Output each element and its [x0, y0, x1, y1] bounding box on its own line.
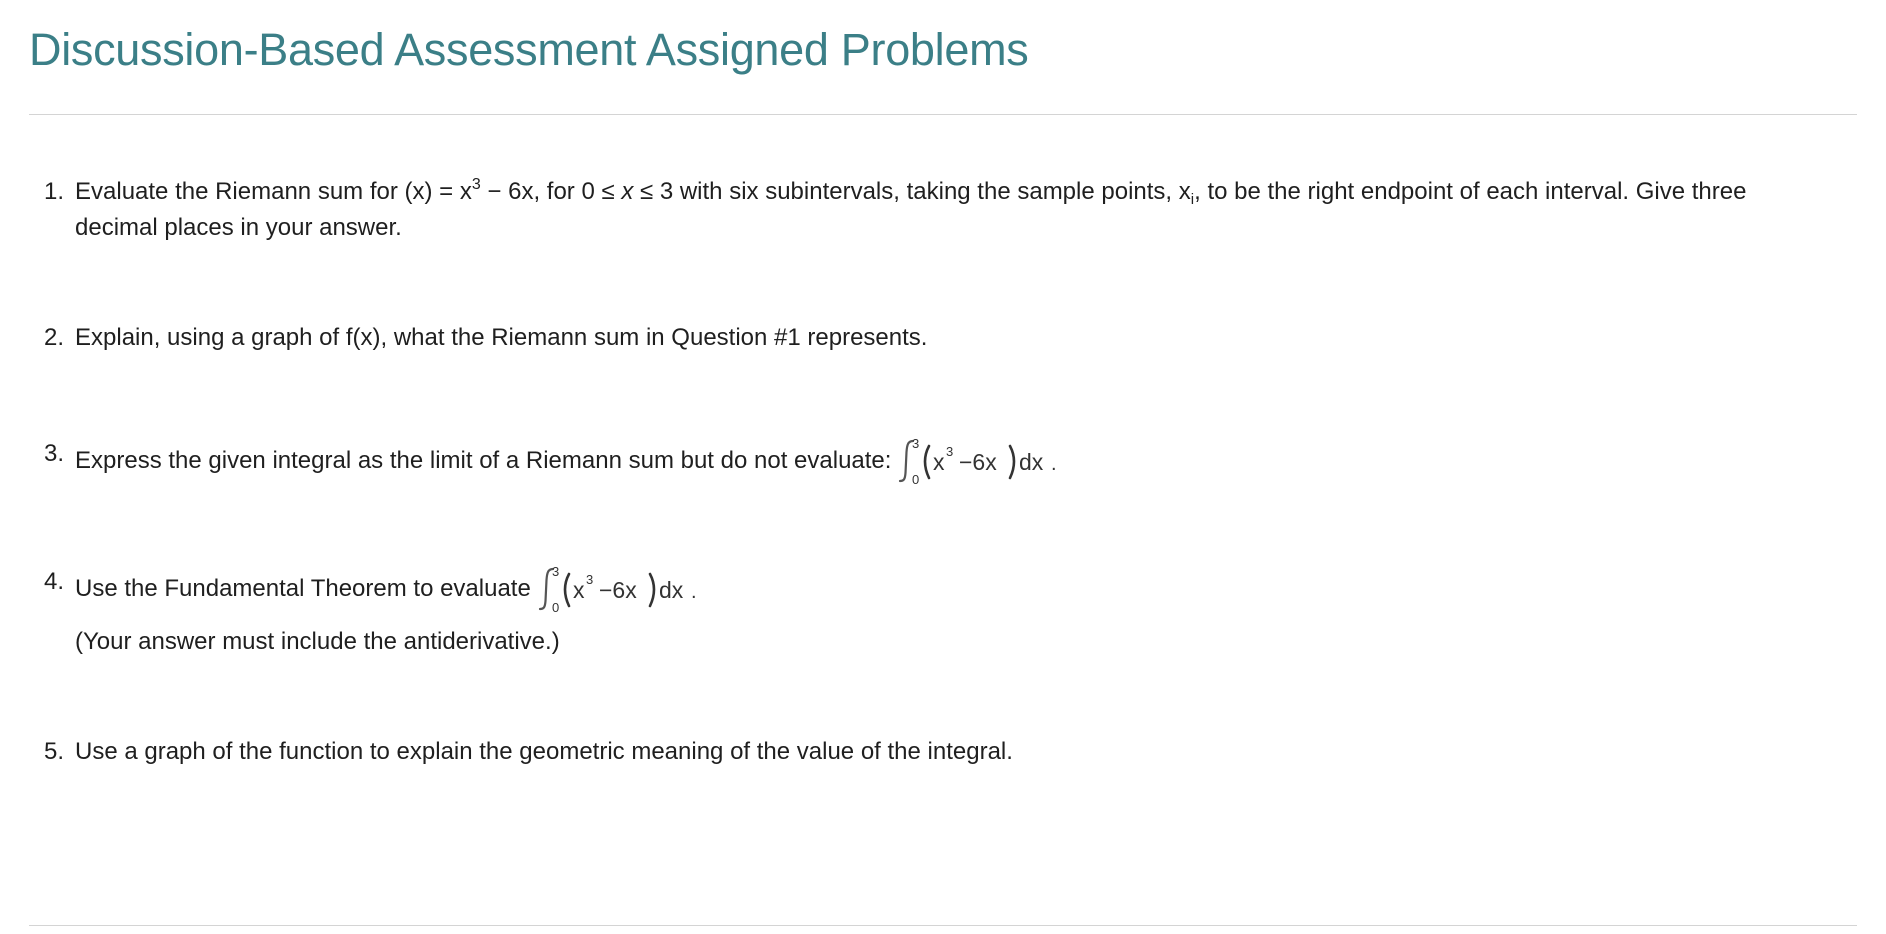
question-1	[44, 174, 1824, 246]
question-2-text: Explain, using a graph of f(x), what the Riemann sum in Question #1 represents.	[75, 324, 928, 351]
question-1-text-part: − 6x, for 0 ≤	[480, 178, 622, 205]
question-3	[44, 436, 1824, 486]
question-1-text-part: , to be the right endpoint of each interval. Give three decimal places in your answer.	[75, 178, 1747, 241]
right-paren	[1010, 446, 1014, 478]
page-title: Discussion-Based Assessment Assigned Problems	[29, 24, 1029, 75]
question-5-text: Use a graph of the function to explain the geometric meaning of the value of the integral.	[75, 738, 1013, 765]
subscript-i: i	[1190, 191, 1195, 208]
question-1-number: 1.	[44, 178, 65, 205]
question-4-number: 4.	[44, 568, 65, 595]
integrand-rest: −6x	[959, 449, 998, 475]
integrand-power: 3	[946, 444, 954, 459]
question-3-body	[75, 436, 1824, 486]
bottom-divider	[29, 925, 1857, 926]
question-2-number: 2.	[44, 324, 65, 351]
question-1-text	[75, 174, 1824, 246]
integral-upper-limit: 3	[912, 436, 920, 451]
integral-formula	[537, 564, 709, 614]
right-paren	[650, 574, 654, 606]
formula-period: .	[690, 581, 697, 603]
question-1-text-part: Evaluate the Riemann sum for (x) = x	[75, 178, 472, 205]
integrand-rest: −6x	[598, 577, 637, 603]
question-5-number: 5.	[44, 738, 65, 765]
question-3-number: 3.	[44, 440, 65, 467]
integrand-power: 3	[585, 572, 594, 587]
integral-lower-limit: 0	[912, 472, 920, 486]
formula-period: .	[1051, 453, 1058, 475]
question-5	[44, 734, 1824, 770]
variable-x: x	[621, 178, 634, 205]
left-paren	[925, 446, 929, 478]
exponent: 3	[471, 176, 481, 193]
integral-formula	[897, 436, 1069, 486]
question-4	[44, 564, 1824, 660]
left-paren	[565, 574, 569, 606]
question-1-text-part: ≤ 3 with six subintervals, taking the sample points, x	[633, 178, 1191, 205]
integrand-base: x	[572, 577, 585, 603]
question-4-note: (Your answer must include the antiderivative.)	[75, 628, 560, 655]
integral-upper-limit: 3	[551, 564, 560, 579]
integral-lower-limit: 0	[551, 600, 560, 614]
question-4-body	[75, 564, 1824, 660]
question-2	[44, 320, 1824, 356]
integrand-base: x	[933, 449, 945, 475]
integral-differential: dx	[1019, 449, 1044, 475]
integral-differential: dx	[658, 577, 684, 603]
question-4-text: Use the Fundamental Theorem to evaluate	[75, 575, 531, 602]
question-3-text: Express the given integral as the limit of a Riemann sum but do not evaluate:	[75, 447, 892, 474]
title-divider	[29, 114, 1857, 115]
